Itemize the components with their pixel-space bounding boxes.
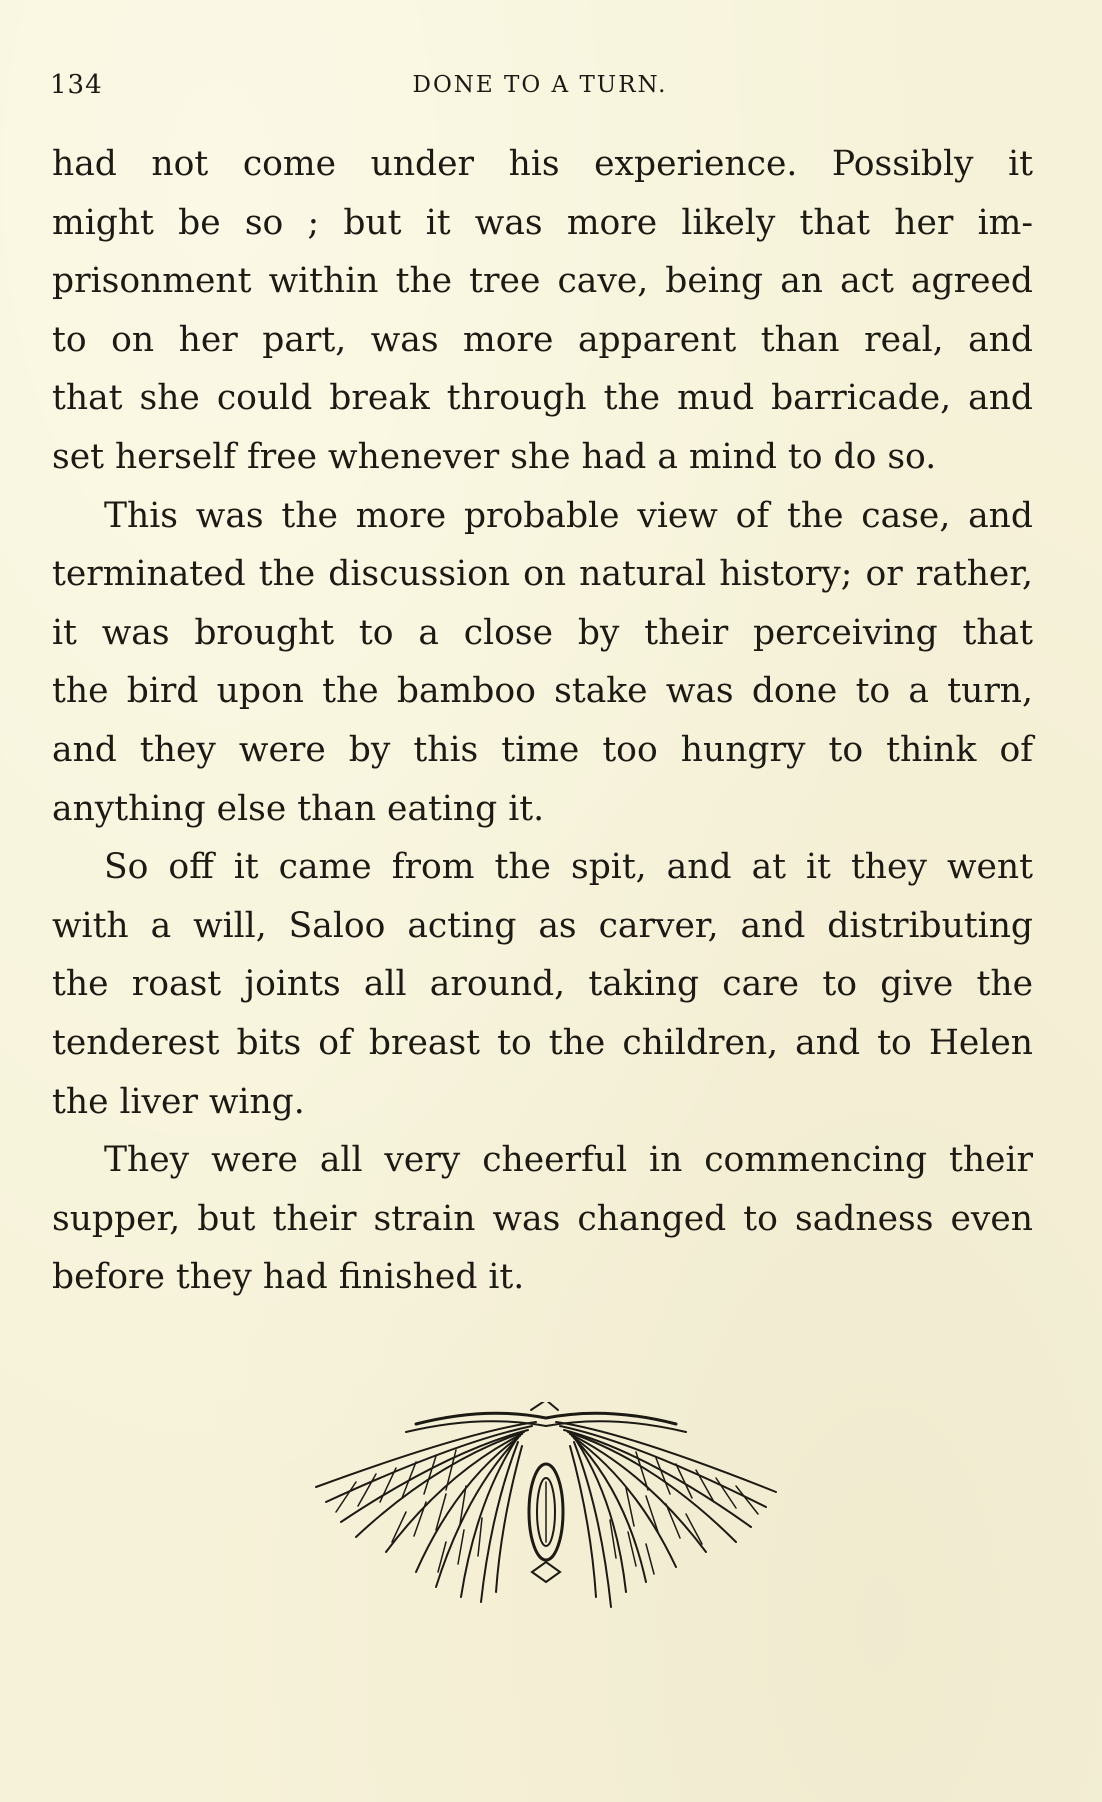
text-line: supper, but their strain was changed to sadness even xyxy=(52,1198,1033,1239)
text-line: the liver wing. xyxy=(52,1081,305,1122)
page-number: 134 xyxy=(50,70,103,100)
text-line: the roast joints all around, taking care to give the xyxy=(52,964,1033,1005)
paragraph-start-line: So off it came from the spit, and at it they went xyxy=(104,847,1033,888)
text-line: tenderest bits of breast to the children, and to Helen xyxy=(52,1022,1033,1063)
running-title: DONE TO A TURN. xyxy=(412,72,668,98)
text-line: the bird upon the bamboo stake was done to a turn, xyxy=(52,671,1033,712)
body-text xyxy=(52,135,1033,1307)
paragraph-start-line: They were all very cheerful in commencing their xyxy=(104,1140,1033,1181)
text-line: had not come under his experience. Possibly it xyxy=(52,144,1033,184)
paragraph-start-line: This was the more probable view of the case, and xyxy=(104,495,1033,536)
text-line: prisonment within the tree cave, being an act agreed xyxy=(52,261,1033,302)
text-line: might be so ; but it was more likely that her im- xyxy=(52,202,1033,243)
text-line: it was brought to a close by their perceiving that xyxy=(52,612,1033,653)
text-line: and they were by this time too hungry to think of xyxy=(52,729,1033,770)
text-line: before they had finished it. xyxy=(52,1257,525,1298)
text-line: terminated the discussion on natural history; or rather, xyxy=(52,554,1033,595)
text-line: set herself free whenever she had a mind to do so. xyxy=(52,436,937,477)
running-head xyxy=(50,70,1030,110)
text-line: that she could break through the mud barricade, and xyxy=(52,378,1033,419)
text-line: anything else than eating it. xyxy=(52,788,545,829)
text-line: to on her part, was more apparent than real, and xyxy=(52,319,1033,360)
palm-frond-tailpiece-icon xyxy=(296,1402,796,1612)
text-line: with a will, Saloo acting as carver, and distributing xyxy=(52,905,1033,946)
